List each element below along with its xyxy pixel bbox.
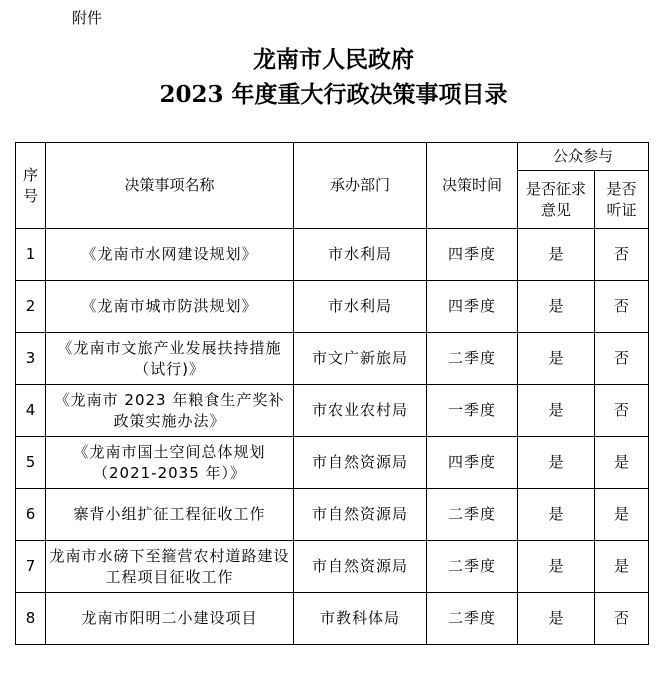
row-solicit-opinion: 是 — [518, 229, 595, 281]
header-seq: 序号 — [16, 143, 46, 229]
row-hearing: 否 — [595, 333, 649, 385]
row-hearing: 否 — [595, 229, 649, 281]
row-solicit-opinion: 是 — [518, 489, 595, 541]
row-number: 6 — [16, 489, 46, 541]
row-item-name: 龙南市阳明二小建设项目 — [46, 593, 294, 645]
row-item-name: 《龙南市 2023 年粮食生产奖补政策实施办法》 — [46, 385, 294, 437]
row-solicit-opinion: 是 — [518, 281, 595, 333]
header-name: 决策事项名称 — [46, 143, 294, 229]
row-item-name: 龙南市水磅下至箍营农村道路建设工程项目征收工作 — [46, 541, 294, 593]
row-department: 市教科体局 — [294, 593, 427, 645]
decision-catalog-table — [15, 142, 649, 645]
row-solicit-opinion: 是 — [518, 437, 595, 489]
row-department: 市文广新旅局 — [294, 333, 427, 385]
row-decision-time: 四季度 — [427, 281, 518, 333]
row-hearing: 否 — [595, 385, 649, 437]
document-title: 龙南市人民政府 — [253, 46, 414, 73]
table-row — [16, 385, 649, 437]
row-hearing: 是 — [595, 437, 649, 489]
table-row — [16, 281, 649, 333]
attachment-label: 附件 — [72, 9, 103, 27]
row-item-name: 《龙南市水网建设规划》 — [46, 229, 294, 281]
row-number: 7 — [16, 541, 46, 593]
header-dept: 承办部门 — [294, 143, 427, 229]
row-department: 市水利局 — [294, 281, 427, 333]
row-solicit-opinion: 是 — [518, 333, 595, 385]
table-row — [16, 333, 649, 385]
table-row — [16, 437, 649, 489]
table-row — [16, 593, 649, 645]
document-subtitle: 2023 年度重大行政决策事项目录 — [159, 81, 508, 108]
row-hearing: 否 — [595, 593, 649, 645]
table-row — [16, 489, 649, 541]
row-decision-time: 二季度 — [427, 489, 518, 541]
row-solicit-opinion: 是 — [518, 385, 595, 437]
row-department: 市水利局 — [294, 229, 427, 281]
row-hearing: 是 — [595, 541, 649, 593]
row-department: 市自然资源局 — [294, 437, 427, 489]
table-row — [16, 541, 649, 593]
header-hearing: 是否听证 — [595, 171, 649, 229]
table-row — [16, 229, 649, 281]
row-item-name: 《龙南市文旅产业发展扶持措施（试行)》 — [46, 333, 294, 385]
row-item-name: 寨背小组扩征工程征收工作 — [46, 489, 294, 541]
row-decision-time: 四季度 — [427, 229, 518, 281]
row-number: 4 — [16, 385, 46, 437]
row-hearing: 是 — [595, 489, 649, 541]
row-department: 市农业农村局 — [294, 385, 427, 437]
row-decision-time: 一季度 — [427, 385, 518, 437]
row-decision-time: 二季度 — [427, 593, 518, 645]
row-solicit-opinion: 是 — [518, 541, 595, 593]
row-solicit-opinion: 是 — [518, 593, 595, 645]
row-department: 市自然资源局 — [294, 489, 427, 541]
row-number: 5 — [16, 437, 46, 489]
header-time: 决策时间 — [427, 143, 518, 229]
row-number: 2 — [16, 281, 46, 333]
row-decision-time: 二季度 — [427, 333, 518, 385]
row-item-name: 《龙南市国土空间总体规划（2021-2035 年）》 — [46, 437, 294, 489]
row-hearing: 否 — [595, 281, 649, 333]
header-opinion: 是否征求意见 — [518, 171, 595, 229]
row-number: 8 — [16, 593, 46, 645]
row-item-name: 《龙南市城市防洪规划》 — [46, 281, 294, 333]
row-number: 1 — [16, 229, 46, 281]
row-decision-time: 四季度 — [427, 437, 518, 489]
header-public-participation: 公众参与 — [518, 143, 649, 171]
row-department: 市自然资源局 — [294, 541, 427, 593]
row-number: 3 — [16, 333, 46, 385]
row-decision-time: 二季度 — [427, 541, 518, 593]
